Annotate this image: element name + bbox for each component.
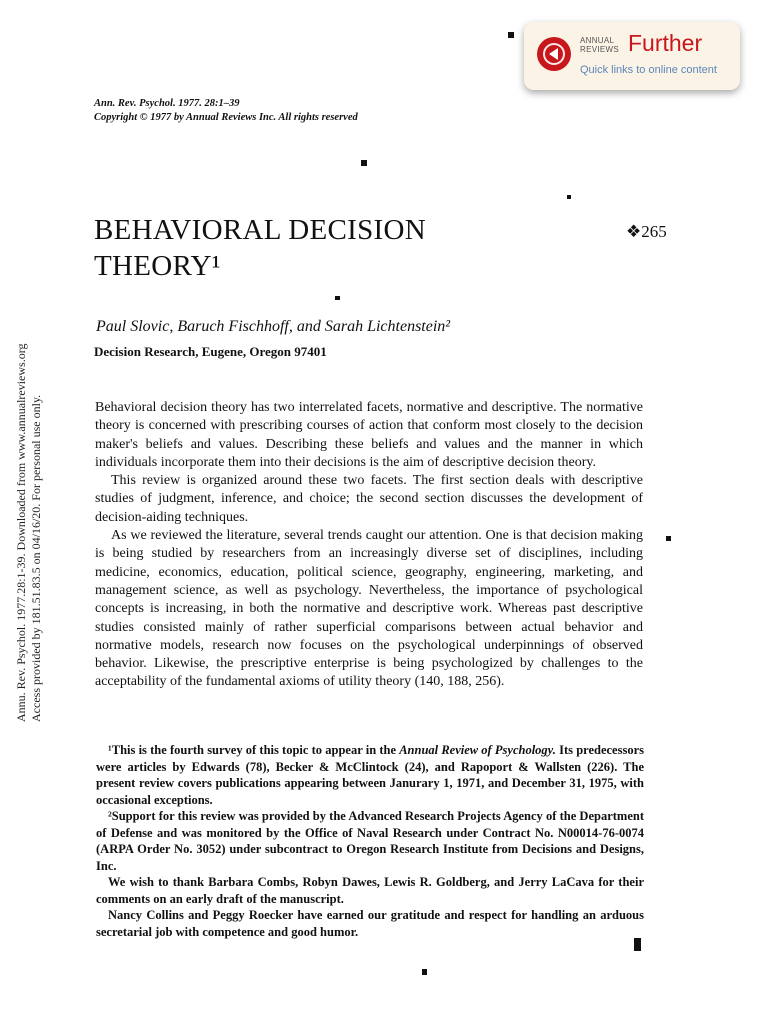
scan-mark xyxy=(361,160,367,166)
scan-mark xyxy=(567,195,571,199)
annual-reviews-label: ANNUAL REVIEWS xyxy=(580,36,619,54)
article-title: BEHAVIORAL DECISION THEORY¹ xyxy=(94,214,426,282)
body-paragraph: As we reviewed the literature, several trends caught our attention. One is that decision making is being studied by researchers from an increasingly diverse set of disciplines, including medicine, economics, education, political science, geography, engineering, marketing, and management science, as well as psychology. Nevertheless, the importance of psychological concepts is increasing, in both the normative and descriptive work. Whereas past descriptive studies consisted mainly of rather superficial comparisons between actual behavior and normative models, research now focuses on the psychological underpinnings of observed behavior. Likewise, the prescriptive enterprise is being psychologized by challenges to the acceptability of the fundamental axioms of utility theory (140, 188, 256). xyxy=(95,528,643,690)
download-notice: Annu. Rev. Psychol. 1977.28:1-39. Downloaded from www.annualreviews.org Access provided by 181.51.83.5 on 04/16/20. For personal use only. xyxy=(14,343,43,722)
play-back-icon xyxy=(536,36,572,72)
footnote-2: ²Support for this review was provided by the Advanced Research Projects Agency of the Department of Defense and was monitored by the Office of Naval Research under Contract No. N00014-76-0074 (ARPA Order No. 3052) under subcontract to Oregon Research Institute from Decisions and Designs, Inc. xyxy=(96,809,644,873)
citation-line-1: Ann. Rev. Psychol. 1977. 28:1–39 xyxy=(94,98,240,109)
acknowledgement-2: Nancy Collins and Peggy Roecker have earned our gratitude and respect for handling an arduous secretarial job with competence and good humor. xyxy=(96,908,644,939)
body-paragraph: This review is organized around these two facets. The first section deals with descriptive studies of judgment, inference, and choice; the second section discusses the development of decision-aiding techniques. xyxy=(95,473,643,525)
further-badge[interactable] xyxy=(524,22,740,90)
affiliation: Decision Research, Eugene, Oregon 97401 xyxy=(94,344,327,359)
further-word: Further xyxy=(628,30,703,56)
scan-mark xyxy=(335,296,340,300)
page-marker: ❖265 xyxy=(626,222,667,241)
further-subtitle: Quick links to online content xyxy=(580,64,717,76)
citation-line-2: Copyright © 1977 by Annual Reviews Inc. All rights reserved xyxy=(94,112,358,123)
scan-mark xyxy=(422,969,427,975)
scan-mark xyxy=(666,536,671,541)
article-body xyxy=(95,399,643,692)
body-paragraph: Behavioral decision theory has two interrelated facets, normative and descriptive. The normative theory is concerned with prescribing courses of action that conform most closely to the decision maker's beliefs and values. Describing these beliefs and values and the manner in which individuals incorporate them into their decisions is the aim of descriptive decision theory. xyxy=(95,400,643,470)
acknowledgement-1: We wish to thank Barbara Combs, Robyn Dawes, Lewis R. Goldberg, and Jerry LaCava for their comments on an early draft of the manuscript. xyxy=(96,875,644,906)
footnote-1: ¹This is the fourth survey of this topic to appear in the Annual Review of Psychology. Its predecessors were articles by Edwards (78), Becker & McClintock (24), and Rapoport & Wallsten (226). The present review covers publications appearing between Janurary 1, 1971, and December 31, 1975, with occasional exceptions. xyxy=(96,743,645,807)
footnotes xyxy=(96,742,644,940)
authors: Paul Slovic, Baruch Fischhoff, and Sarah Lichtenstein² xyxy=(96,318,451,335)
scan-mark xyxy=(508,32,514,38)
